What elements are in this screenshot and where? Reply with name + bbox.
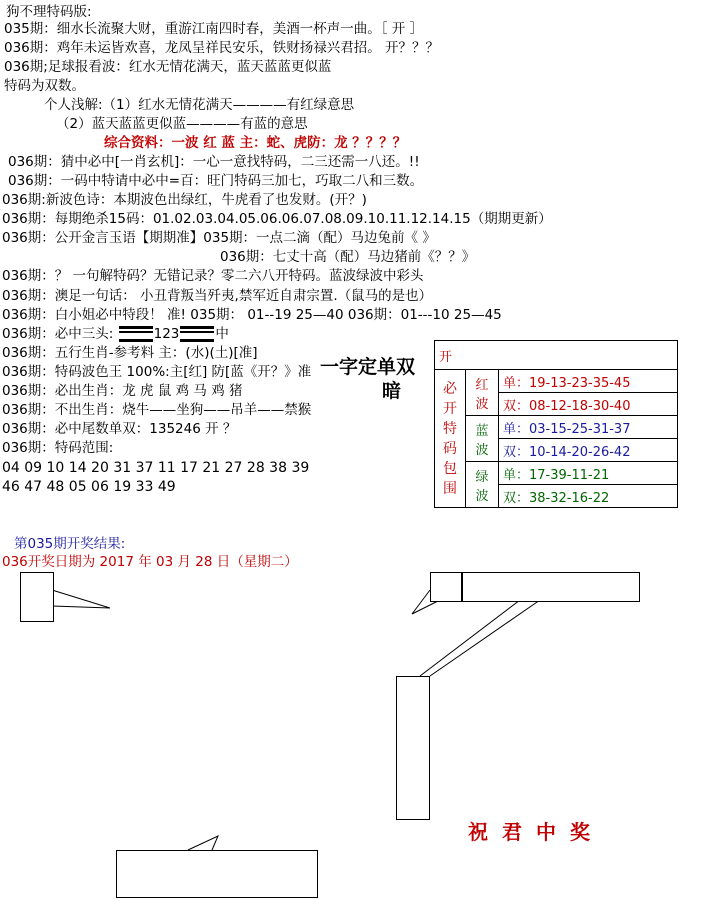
line-explain-1: 个人浅解:（1）红水无情花满天————有红绿意思 [44, 97, 355, 113]
callout-box-bottom [116, 850, 318, 898]
line-range-numbers-1: 04 09 10 14 20 31 37 11 17 21 27 28 38 39 [2, 460, 310, 476]
overlay-single-double: 一字定单双 [320, 356, 416, 378]
line-036-poem: 036期：鸡年未运皆欢喜，龙凤呈祥民安乐，铁财扬禄兴君招。 开？？？ [4, 40, 440, 56]
line-wave-king: 036期：特码波色王 100%:主[红] 防[蓝《开？》准 [2, 364, 312, 380]
number-box-tall [396, 676, 430, 820]
three-heads-label: 036期：必中三头: [2, 326, 114, 342]
line-must-zodiac: 036期：必出生肖：龙 虎 鼠 鸡 马 鸡 猪 [2, 383, 243, 399]
line-one-code: 036期：一码中特请中必中=百：旺门特码三加七，巧取二八和三数。 [8, 173, 424, 189]
page-title: 狗不理特码版: [6, 4, 92, 20]
three-heads-suffix: 中 [215, 326, 229, 342]
green-even: 双：38-32-16-22 [499, 485, 678, 508]
three-heads-value: 123 [153, 326, 180, 342]
green-odd: 单：17-39-11-21 [499, 462, 678, 485]
callout-box-wide [462, 572, 640, 602]
red-odd: 单：19-13-23-35-45 [499, 370, 678, 393]
line-football-wave: 036期;足球报看波：红水无情花满天，蓝天蓝蓝更似蓝 [4, 59, 332, 75]
line-tail-digits: 036期：必中尾数单双：135246 开 ？ [2, 421, 237, 437]
line-five-elements: 036期：五行生肖-参考料 主：(水)(土)[准] [2, 345, 258, 361]
red-even: 双：08-12-18-30-40 [499, 393, 678, 416]
line-wave-poem: 036期:新波色诗：本期波色出绿红，牛虎看了也发财。(开？) [2, 192, 367, 208]
line-one-sentence: 036期：？ 一句解特码？无错记录？零二六八开特码。蓝波绿波中彩头 [2, 268, 424, 284]
line-even-number: 特码为双数。 [4, 78, 85, 94]
callout-box-small [430, 572, 462, 602]
line-golden-words: 036期：公开金言玉语【期期准】035期：一点二滴（配）马边兔前《 》 [2, 230, 436, 246]
line-range-numbers-2: 46 47 48 05 06 19 33 49 [2, 479, 176, 495]
blue-wave-label: 蓝波 [466, 416, 499, 462]
line-range-label: 036期：特码范围: [2, 440, 114, 456]
good-luck-text: 祝君中奖 [468, 820, 604, 844]
line-seven-ten: 036期：七丈十高（配）马边猪前《？？》 [220, 249, 476, 265]
line-guess-zodiac: 036期：猜中必中[一肖玄机]：一心一意找特码，二三还需一八还。!! [8, 154, 420, 170]
line-035-poem: 035期：细水长流聚大财，重游江南四时春，美酒一杯声一曲。［ 开 ］ [4, 21, 424, 37]
results-date: 036开奖日期为 2017 年 03 月 28 日（星期二） [2, 554, 298, 570]
line-not-zodiac: 036期：不出生肖：烧牛——坐狗——吊羊——禁猴 [2, 402, 312, 418]
wave-table-side: 必开特码包围 [435, 370, 466, 508]
callout-box-left [20, 572, 54, 622]
blue-even: 双：10-14-20-26-42 [499, 439, 678, 462]
line-australia: 036期：澳足一句话： 小丑背叛当歼夷,禁军近自肃宗置.（鼠马的是也） [2, 288, 433, 304]
line-explain-2: （2）蓝天蓝蓝更似蓝————有蓝的意思 [56, 116, 308, 132]
blue-odd: 单：03-15-25-31-37 [499, 416, 678, 439]
green-wave-label: 绿波 [466, 462, 499, 508]
results-title: 第035期开奖结果: [14, 536, 126, 552]
line-kill-15: 036期：每期绝杀15码：01.02.03.04.05.06.06.07.08.09.10.11.12.14.15（期期更新） [2, 211, 552, 227]
red-wave-label: 红波 [466, 370, 499, 416]
overlay-hidden: 暗 [382, 380, 402, 402]
wave-table-head: 开 [435, 341, 678, 370]
line-white-lady: 036期：白小姐必中特段！ 准! 035期： 01--19 25—40 036期：01---10 25—45 [2, 307, 502, 323]
line-summary: 综合资料：一波 红 蓝 主：蛇、虎防：龙 ？？？？ [104, 135, 407, 151]
